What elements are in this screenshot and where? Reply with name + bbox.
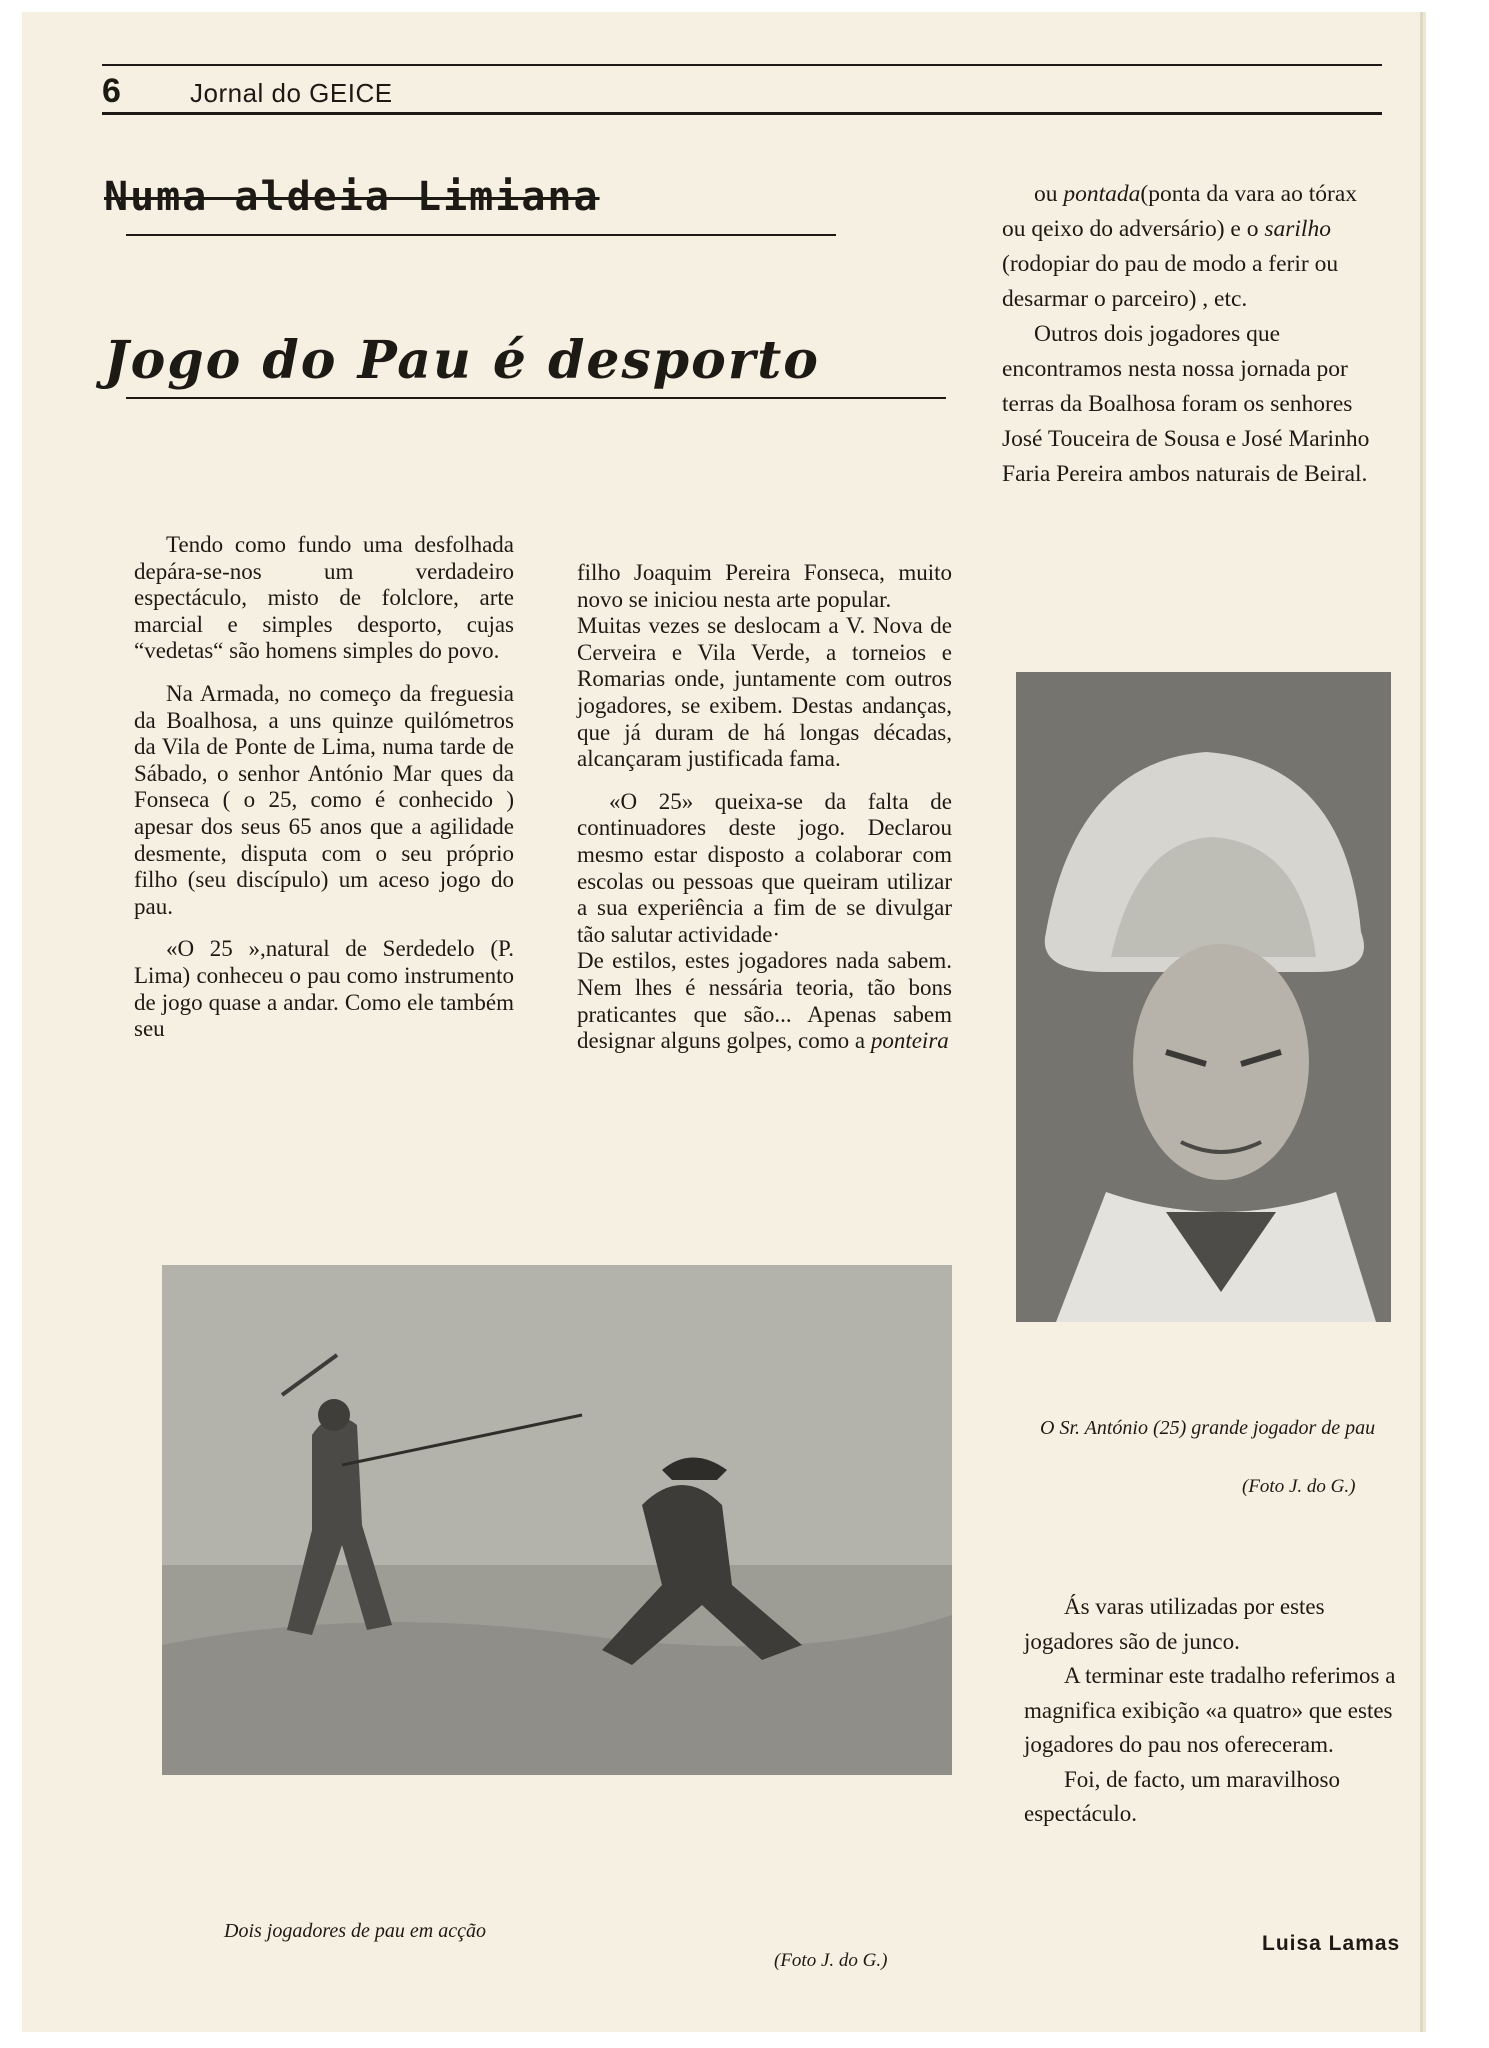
portrait-caption: O Sr. António (25) grande jogador de pau	[1040, 1417, 1376, 1439]
paragraph	[1002, 177, 1382, 317]
newspaper-page	[22, 12, 1420, 2032]
players-credit: (Foto J. do G.)	[774, 1950, 888, 1971]
paragraph: filho Joaquim Pereira Fonseca, muito novo se iniciou nesta arte popular.	[577, 560, 952, 612]
article-column-1	[134, 532, 514, 1043]
article-column-2	[577, 560, 952, 1055]
portrait-credit: (Foto J. do G.)	[1242, 1476, 1356, 1497]
article-kicker: Numa aldeia Limiana	[104, 174, 600, 220]
paragraph: Na Armada, no começo da freguesia da Boalhosa, a uns quinze quilómetros da Vila de Ponte de Lima, numa tarde de Sábado, o senhor António Mar ques da Fonseca ( o 25, como é conhecido ) apesar dos seus 65 anos que a agilidade desmente, disputa com o seu próprio filho (seu discípulo) um aceso jogo do pau.	[134, 680, 514, 919]
text-run: ou	[1034, 181, 1058, 207]
kicker-underline	[126, 234, 836, 236]
paragraph: «O 25» queixa-se da falta de continuadores deste jogo. Declarou mesmo estar disposto a colaborar com escolas ou pessoas que queiram utilizar a sua experiência a fim de se divulgar tão salutar actividade·	[577, 788, 952, 947]
paragraph: Muitas vezes se deslocam a V. Nova de Cerveira e Vila Verde, a torneios e Romarias onde, juntamente com outros jogadores, se exibem. Destas andanças, que já duram de há longas décadas, alcançaram justificada fama.	[577, 613, 952, 772]
term-ponteira: ponteira	[870, 1028, 949, 1054]
paragraph: Outros dois jogadores que encontramos nesta nossa jornada por terras da Boalhosa foram os senhores José Touceira de Sousa e José Marinho Faria Pereira ambos naturais de Beiral.	[1002, 321, 1370, 487]
publication-title: Jornal do GEICE	[190, 78, 393, 108]
paragraph: «O 25 »,natural de Serdedelo (P. Lima) conheceu o pau como instrumento de jogo quase a andar. Como ele também seu	[134, 936, 514, 1042]
paragraph	[577, 948, 952, 1054]
article-column-3	[1002, 177, 1382, 492]
paragraph: Ás varas utilizadas por estes jogadores são de junco.	[1024, 1594, 1325, 1654]
term-pontada: pontada	[1063, 181, 1141, 207]
article-column-4	[1024, 1590, 1404, 1832]
page-number: 6	[102, 72, 121, 110]
portrait-photo	[1016, 672, 1391, 1322]
header-rule-top	[102, 64, 1382, 66]
players-photo	[162, 1265, 952, 1775]
article-headline: Jogo do Pau é desporto	[104, 330, 820, 391]
players-caption: Dois jogadores de pau em acção	[224, 1920, 486, 1942]
paragraph: Tendo como fundo uma desfolhada depára-se-nos um verdadeiro espectáculo, misto de folclore, arte marcial e simples desporto, cujas “vedetas“ são homens simples do povo.	[134, 532, 514, 664]
term-sarilho: sarilho	[1264, 216, 1331, 242]
paragraph: Foi, de facto, um maravilhoso espectáculo.	[1024, 1766, 1340, 1826]
text-run: (rodopiar do pau de modo a ferir ou desarmar o parceiro) , etc.	[1002, 251, 1339, 312]
author-byline: Luisa Lamas	[1262, 1932, 1401, 1955]
portrait-illustration	[1016, 672, 1391, 1322]
headline-underline	[126, 397, 946, 399]
players-illustration	[162, 1265, 952, 1775]
paragraph: A terminar este tradalho referimos a magnifica exibição «a quatro» que estes jogadores do pau nos ofereceram.	[1024, 1663, 1396, 1757]
paragraph-text: De estilos, estes jogadores nada sabem. Nem lhes é nessária teoria, tão bons praticantes que são... Apenas sabem designar alguns golpes, como a	[577, 948, 952, 1054]
header-rule-bottom	[102, 112, 1382, 115]
text-run: (ponta da vara ao tórax ou qeixo do adversário) e o	[1002, 181, 1358, 242]
